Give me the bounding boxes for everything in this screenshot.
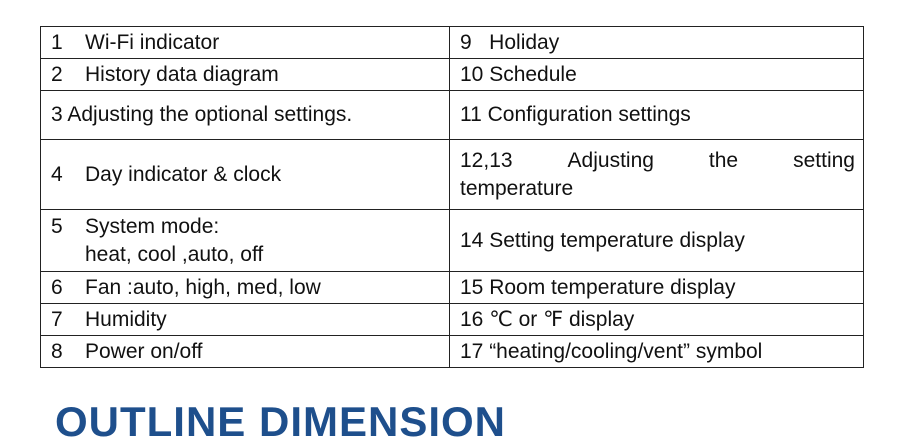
item-label: 16 ℃ or ℉ display	[460, 307, 635, 331]
table-row	[41, 304, 864, 336]
table-cell	[41, 336, 450, 368]
item-label: 14 Setting temperature display	[460, 228, 745, 252]
table-row	[41, 140, 864, 210]
table-row	[41, 336, 864, 368]
section-heading-text: OUTLINE DIMENSION	[55, 398, 507, 445]
item-label: System mode:	[85, 215, 220, 239]
item-label: 3 Adjusting the optional settings.	[51, 103, 353, 127]
table-cell	[450, 140, 864, 210]
table-cell	[450, 336, 864, 368]
item-label: setting	[793, 149, 855, 173]
item-label-block	[85, 213, 263, 268]
item-label: 9 Holiday	[460, 30, 560, 54]
item-label: 10 Schedule	[460, 62, 577, 86]
item-label: 11 Configuration settings	[460, 103, 691, 127]
table-cell	[41, 59, 450, 91]
item-number: 4	[51, 162, 63, 186]
table-cell	[41, 304, 450, 336]
item-label: 17 “heating/cooling/vent” symbol	[460, 339, 763, 363]
table-cell	[41, 210, 450, 272]
table-cell	[450, 27, 864, 59]
table-row	[41, 59, 864, 91]
item-number: 12,13	[460, 149, 513, 173]
section-heading	[55, 397, 655, 445]
item-label: heat, cool ,auto, off	[85, 242, 264, 266]
table-row	[41, 272, 864, 304]
item-label: temperature	[460, 176, 574, 200]
item-number: 7	[51, 307, 63, 331]
item-label: Wi-Fi indicator	[85, 30, 220, 54]
table-row	[41, 27, 864, 59]
item-label: Power on/off	[85, 339, 203, 363]
table-cell	[450, 304, 864, 336]
item-number: 8	[51, 339, 63, 363]
table-cell	[41, 140, 450, 210]
item-label: Humidity	[85, 307, 167, 331]
table-cell	[41, 27, 450, 59]
table-cell	[41, 272, 450, 304]
item-number: 6	[51, 275, 63, 299]
item-label: 15 Room temperature display	[460, 275, 736, 299]
table-cell	[450, 210, 864, 272]
table-row	[41, 91, 864, 140]
item-number: 5	[51, 215, 63, 239]
table-cell	[450, 91, 864, 140]
item-label: Adjusting	[567, 149, 654, 173]
item-label: History data diagram	[85, 62, 279, 86]
table-row	[41, 210, 864, 272]
item-label: Fan :auto, high, med, low	[85, 275, 321, 299]
legend-table	[40, 26, 864, 368]
item-label: the	[708, 149, 739, 173]
item-number: 2	[51, 62, 63, 86]
item-number: 1	[51, 30, 63, 54]
table-cell	[450, 272, 864, 304]
item-label: Day indicator & clock	[85, 162, 282, 186]
table-cell	[450, 59, 864, 91]
table-cell	[41, 91, 450, 140]
justified-line	[460, 147, 855, 174]
